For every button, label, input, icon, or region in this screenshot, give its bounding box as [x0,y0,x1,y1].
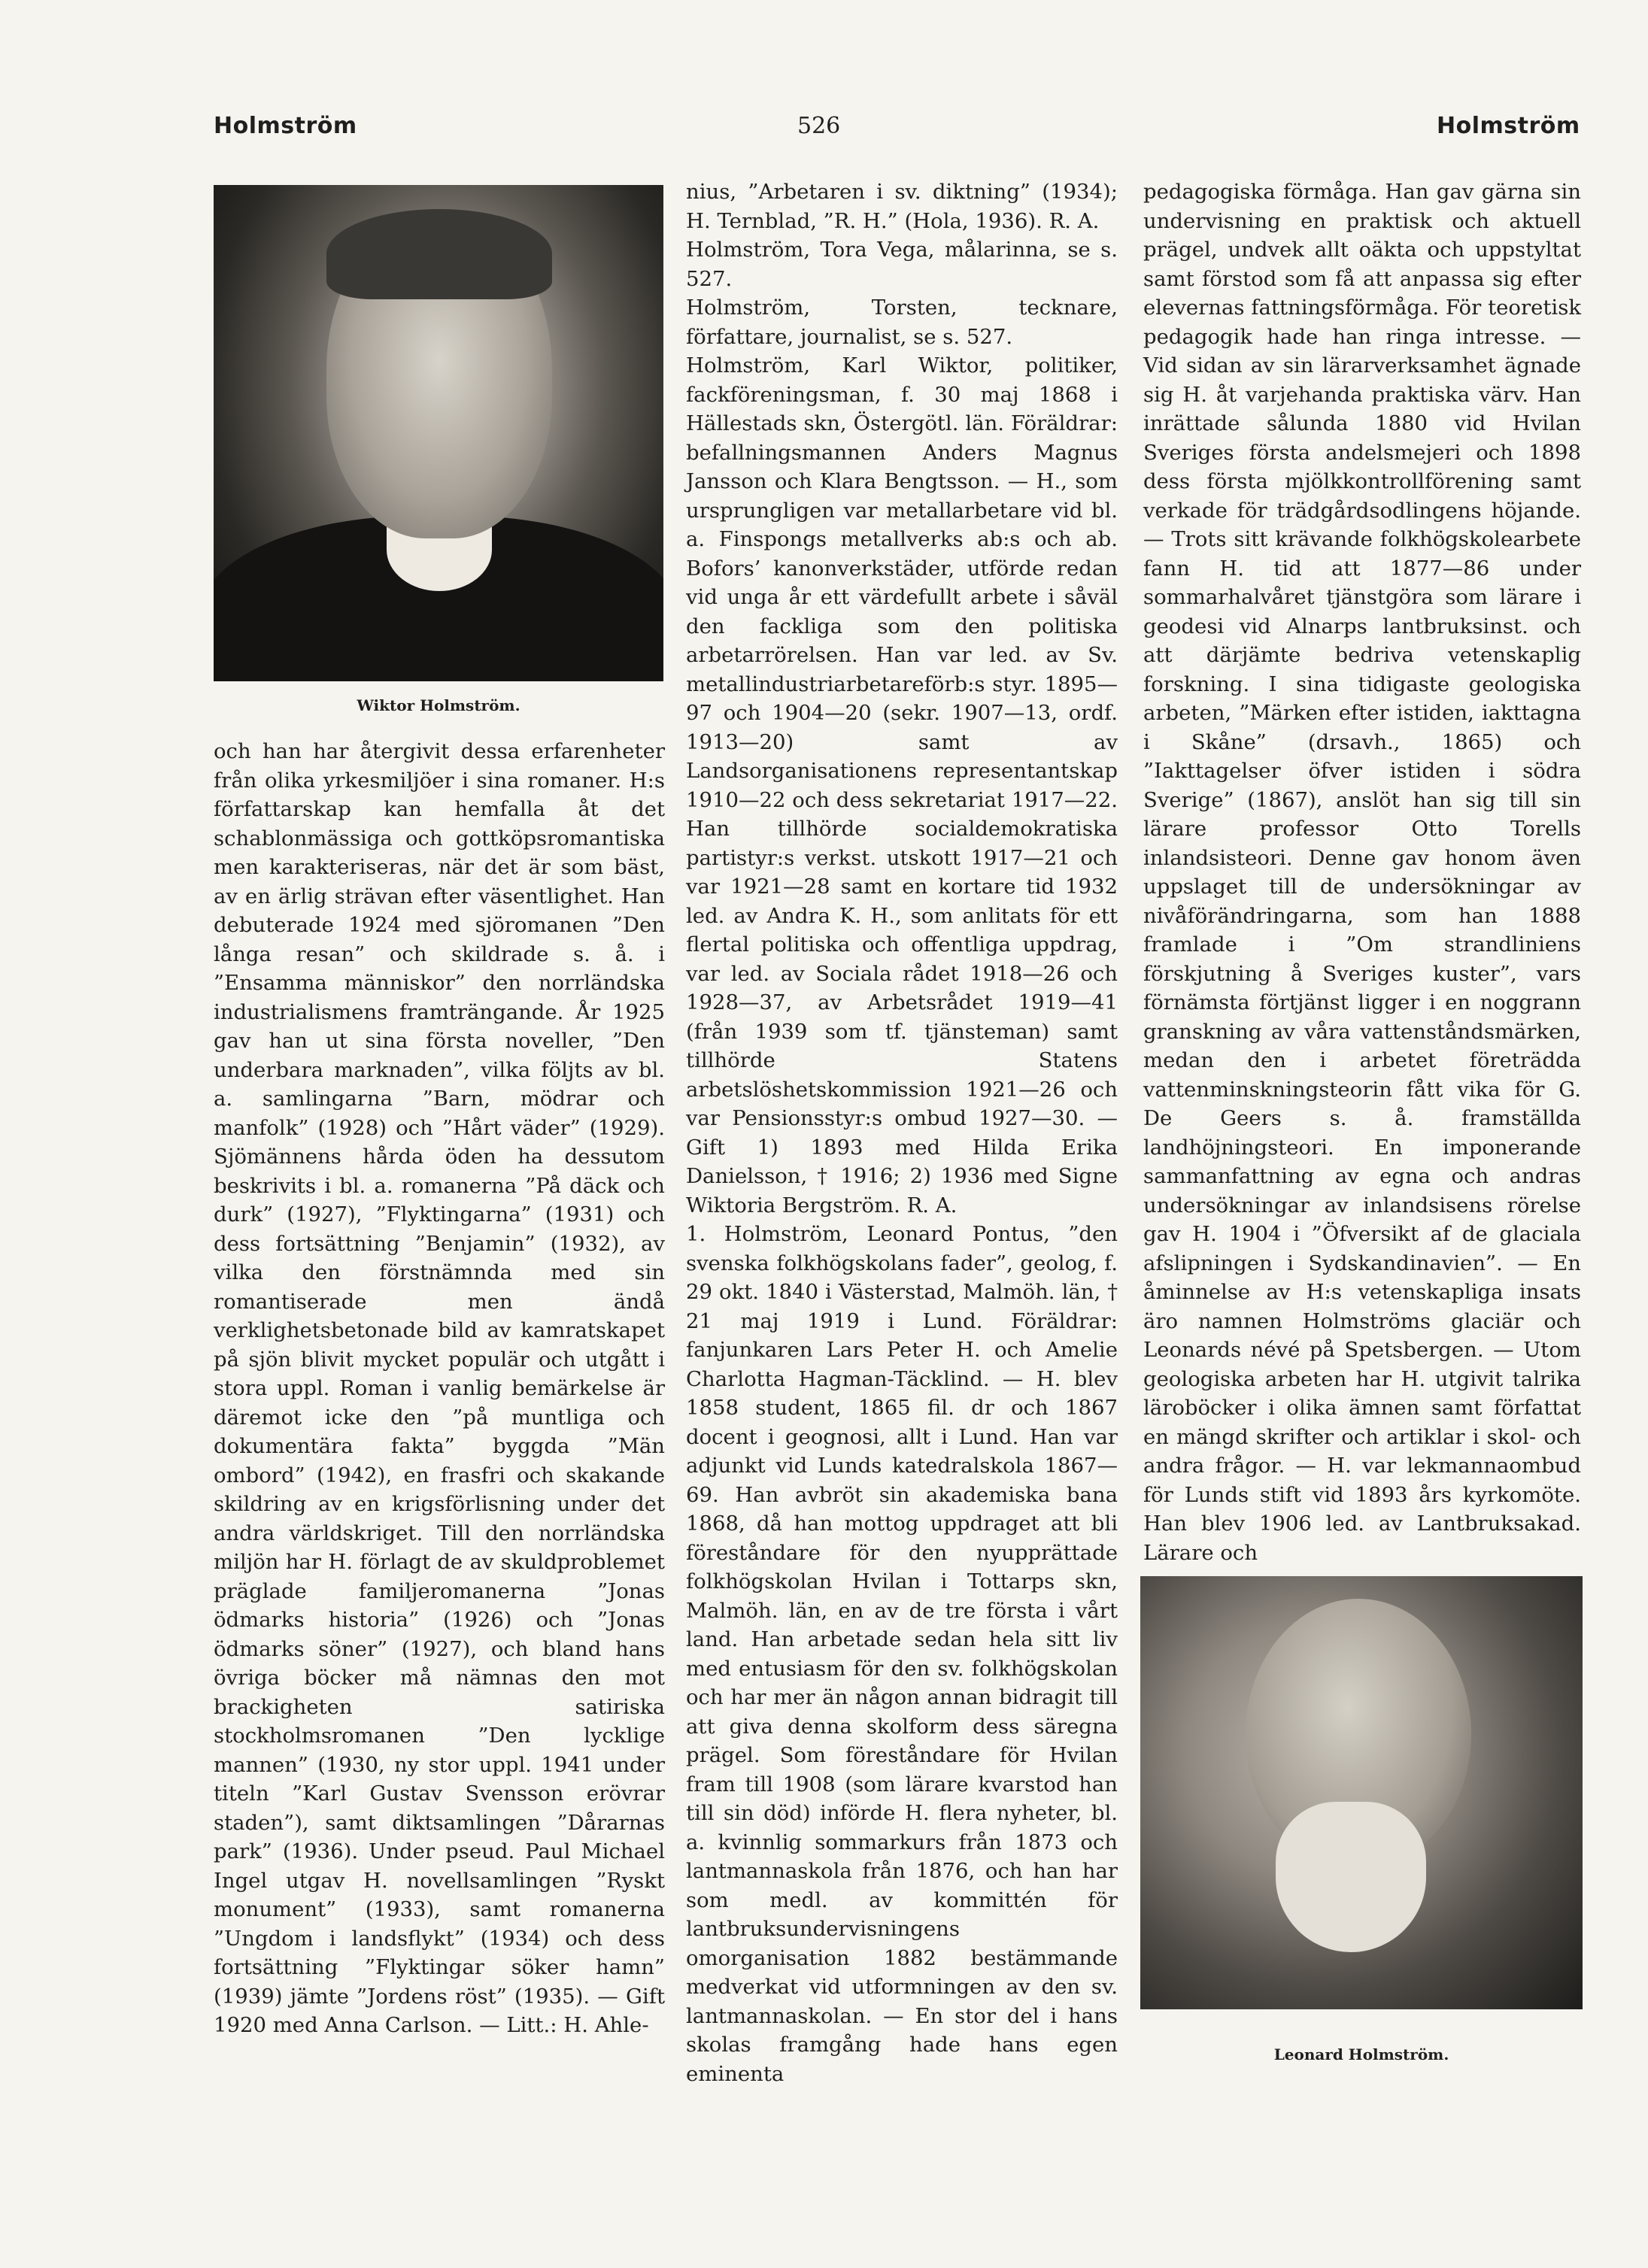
paragraph: pedagogiska förmåga. Han gav gärna sin undervisning en praktisk och aktuell prägel, undvek allt oäkta och uppstyltat samt förstod som få att anpassa sig efter elevernas fattningsförmåga. För teoretisk pedagogik hade han ringa intresse. — Vid sidan av sin lärarverksamhet ägnade sig H. åt varjehanda praktiska värv. Han inrättade sålunda 1880 vid Hvilan Sveriges första andelsmejeri och 1898 dess första mjölkkontrollförening samt verkade för trädgårdsodlingens höjande. — Trots sitt krävande folkhögskolearbete fann H. tid att 1877—86 under sommarhalvåret tjänstgöra som lärare i geodesi vid Alnarps lantbruksinst. och att därjämte bedriva vetenskaplig forskning. I sina tidigaste geologiska arbeten, ”Märken efter istiden, iakttagna i Skåne” (drsavh., 1865) och ”Iakttagelser öfver istiden i södra Sverige” (1867), anslöt han sig till sin lärare professor Otto Torells inlandsisteori. Denne gav honom även uppslaget till de undersökningar av nivåförändringarna, som han 1888 framlade i ”Om strandliniens förskjutning å Sveriges kuster”, vars förnämsta förtjänst ligger i en noggrann granskning av våra vattenståndsmärken, medan den i arbetet företrädda vattenminskningsteorin fått vika för G. De Geers s. å. framställda landhöjningsteori. En imponerande sammanfattning av egna och andras undersökningar av inlandsisens rörelse gav H. 1904 i ”Öfversikt af de glaciala afslipningen i Sydskandinavien”. — En åminnelse av H:s vetenskapliga insats äro namnen Holmströms glaciär och Leonards névé på Spetsbergen. — Utom geologiska arbeten har H. utgivit talrika läroböcker i olika ämnen samt författat en mängd skrifter och artiklar i skol- och andra frågor. — H. var lekmannaombud för Lunds stift vid 1893 års kyrkomöte. Han blev 1906 led. av Lantbruksakad. Lärare och [1143,180,1581,1565]
entry-torsten: Holmström, Torsten, tecknare, författare, journalist, se s. 527. [686,296,1118,349]
entry-karl-wiktor: Holmström, Karl Wiktor, politiker, fackföreningsman, f. 30 maj 1868 i Hällestads skn, Östergötl. län. Föräldrar: befallningsmannen Anders Magnus Jansson och Klara Bengtsson. — H., som ursprungligen var metallarbetare vid bl. a. Finspongs metallverks ab:s och ab. Bofors’ kanonverkstäder, utförde redan vid unga år ett värdefullt arbete i såväl den fackliga som den politiska arbetarrörelsen. Han var led. av Sv. metallindustriarbetareförb:s styr. 1895—97 och 1904—20 (sekr. 1907—13, ordf. 1913—20) samt av Landsorganisationens representantskap 1910—22 och dess sekretariat 1917—22. Han tillhörde socialdemokratiska partistyr:s verkst. utskott 1917—21 och var 1921—28 samt en kortare tid 1932 led. av Andra K. H., som anlitats för ett flertal politiska och offentliga uppdrag, var led. av Sociala rådet 1918—26 och 1928—37, av Arbetsrådet 1919—41 (från 1939 som tf. tjänsteman) samt tillhörde Statens arbetslöshetskommission 1921—26 och var Pensionsstyr:s ombud 1927—30. — Gift 1) 1893 med Hilda Erika Danielsson, † 1916; 2) 1936 med Signe Wiktoria Bergström. R. A. [686,353,1118,1217]
page-number: 526 [797,113,841,139]
header-right-name: Holmström [1437,113,1580,139]
entry-tora-vega: Holmström, Tora Vega, målarinna, se s. 527. [686,238,1118,291]
paragraph: nius, ”Arbetaren i sv. diktning” (1934); H. Ternblad, ”R. H.” (Hola, 1936). R. A. [686,180,1118,233]
column-1-text [214,737,665,2040]
entry-leonard-pontus: 1. Holmström, Leonard Pontus, ”den svenska folkhögskolans fader”, geolog, f. 29 okt. 1840 i Västerstad, Malmöh. län, † 21 maj 1919 i Lund. Föräldrar: fanjunkaren Lars Peter H. och Amelie Charlotta Hagman-Täcklind. — H. blev 1858 student, 1865 fil. dr och 1867 docent i geognosi, allt i Lund. Han var adjunkt vid Lunds katedralskola 1867—69. Han avbröt sin akademiska bana 1868, då han mottog uppdraget att bli föreståndare för den nyupprättade folkhögskolan Hvilan i Tottarps skn, Malmöh. län, en av de tre första i vårt land. Han arbetade sedan hela sitt liv med entusiasm för den sv. folkhögskolan och har mer än någon annan bidragit till att giva denna skolform dess säregna prägel. Som föreståndare för Hvilan fram till 1908 (som lärare kvarstod han till sin död) införde H. flera nyheter, bl. a. kvinnlig sommarkurs från 1873 och lantmannaskola från 1876, och han har som medl. av kommittén för lantbruksundervisningens omorganisation 1882 bestämmande medverkat vid utformningen av den sv. lantmannaskolan. — En stor del i hans skolas framgång hade hans egen eminenta [686,1222,1118,2086]
column-2 [686,177,1118,2088]
column-3 [1143,177,1581,1567]
header-left-name: Holmström [214,113,357,139]
running-header [0,113,1648,165]
figure-caption-wiktor: Wiktor Holmström. [357,696,521,714]
figure-caption-leonard: Leonard Holmström. [1273,2045,1449,2063]
portrait-leonard-holmstrom [1140,1576,1583,2009]
paragraph: och han har återgivit dessa erfarenheter från olika yrkesmiljöer i sina romaner. H:s författarskap kan hemfalla åt det schablonmässiga och gottköpsromantiska men karakteriseras, när det är som bäst, av en ärlig strävan efter väsentlighet. Han debuterade 1924 med sjöromanen ”Den långa resan” och skildrade s. å. i ”Ensamma människor” den norrländska industrialismens framträngande. År 1925 gav han ut sina första noveller, ”Den underbara marknaden”, vilka följts av bl. a. samlingarna ”Barn, mödrar och manfolk” (1928) och ”Hårt väder” (1929). Sjömännens hårda öden ha dessutom beskrivits i bl. a. romanerna ”På däck och durk” (1927), ”Flyktingarna” (1931) och dess fortsättning ”Benjamin” (1932), av vilka den förstnämnda med sin romantiserade men ändå verklighetsbetonade bild av kamratskapet på sjön blivit mycket populär och utgått i stora uppl. Roman i vanlig bemärkelse är däremot icke den ”på muntliga och dokumentära fakta” byggda ”Män ombord” (1942), en frasfri och skakande skildring av en krigsförlisning under det andra världskriget. Till den norrländska miljön har H. förlagt de av skuldproblemet präglade familjeromanerna ”Jonas ödmarks historia” (1926) och ”Jonas ödmarks söner” (1927), och bland hans övriga böcker må nämnas den mot brackigheten satiriska stockholmsromanen ”Den lycklige mannen” (1930, ny stor uppl. 1941 under titeln ”Karl Gustav Svensson erövrar staden”), samt diktsamlingen ”Dårarnas park” (1936). Under pseud. Paul Michael Ingel utgav H. novellsamlingen ”Ryskt monument” (1933), samt romanerna ”Ungdom i landsflykt” (1934) och dess fortsättning ”Flyktingar söker hamn” (1939) jämte ”Jordens röst” (1935). — Gift 1920 med Anna Carlson. — Litt.: H. Ahle- [214,739,665,2037]
portrait-wiktor-holmstrom [214,185,663,681]
